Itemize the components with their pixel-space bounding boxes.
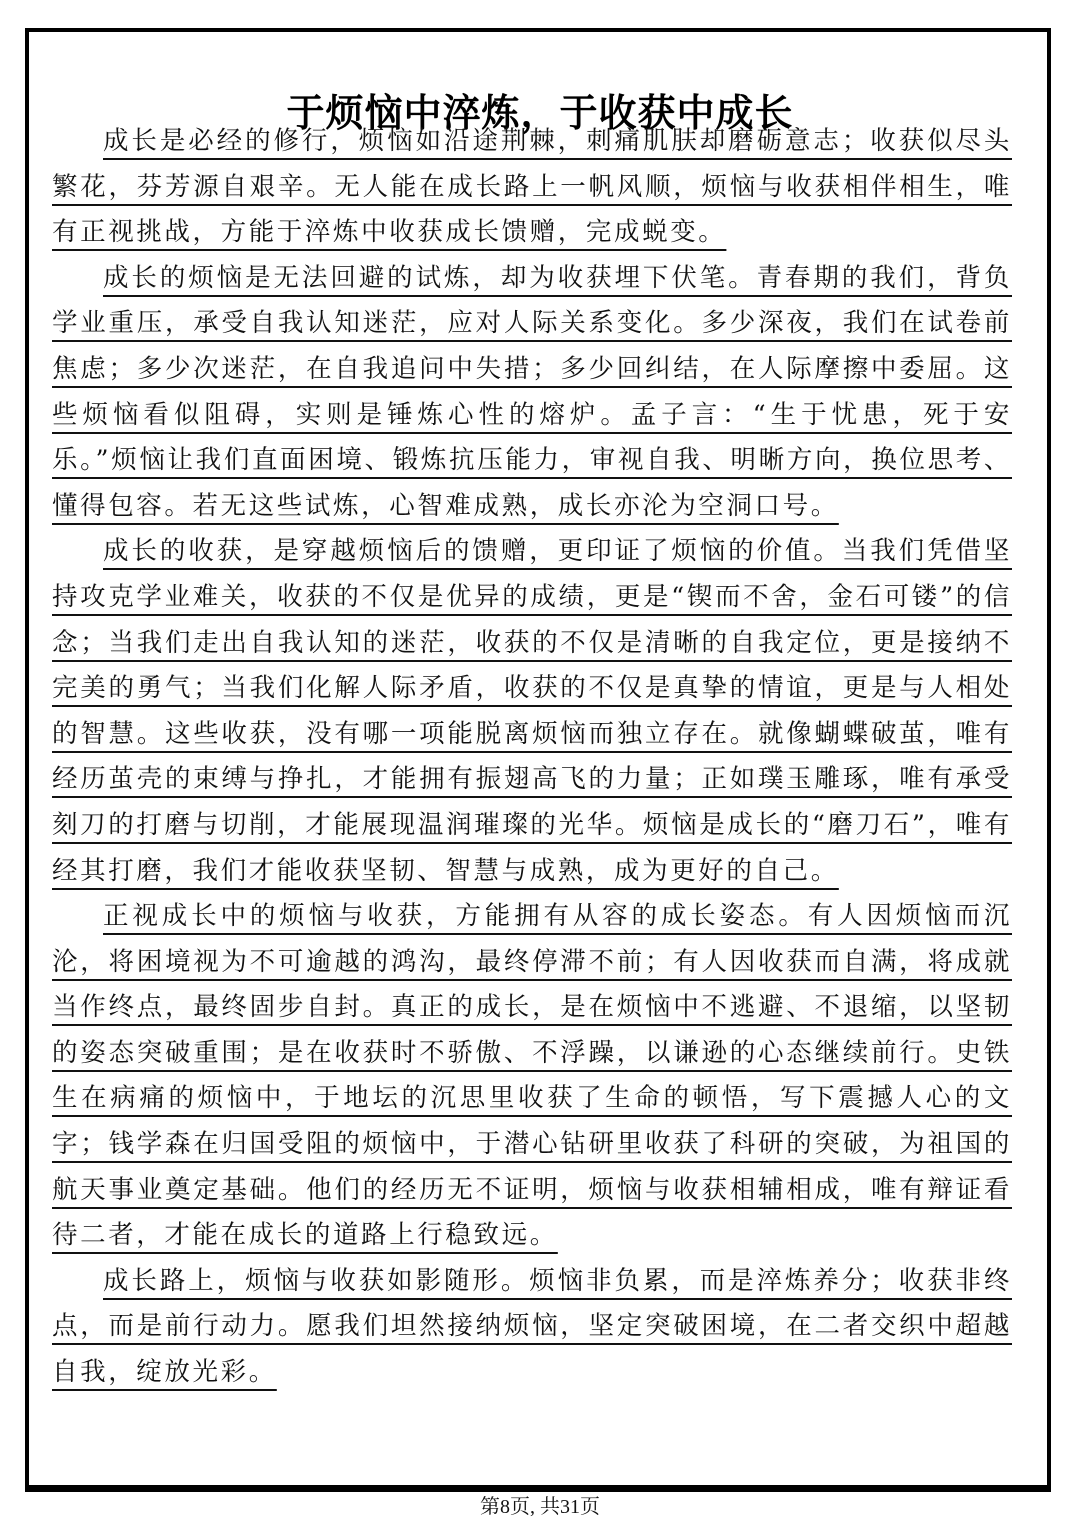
essay-title: 于烦恼中淬炼，于收获中成长 xyxy=(286,91,794,136)
paragraph-text: 正视成长中的烦恼与收获，方能拥有从容的成长姿态。有人因烦恼而沉沦，将困境视为不可逾越的鸿沟，最终停滞不前；有人因收获而自满，将成就当作终点，最终固步自封。真正的成长，是在烦恼中不逃避、不退缩，以坚韧的姿态突破重围；是在收获时不骄傲、不浮躁，以谦逊的心态继续前行。史铁生在病痛的烦恼中，于地坛的沉思里收获了生命的顿悟，写下震撼人心的文字；钱学森在归国受阻的烦恼中，于潜心钻研里收获了科研的突破，为祖国的航天事业奠定基础。他们的经历无不证明，烦恼与收获相辅相成，唯有辩证看待二者，才能在成长的道路上行稳致远。 xyxy=(52,901,1012,1251)
paragraph-4 xyxy=(52,894,1012,1259)
page-number: 第8页, 共31页 xyxy=(480,1496,600,1518)
essay-body xyxy=(52,119,1012,1396)
paragraph-2 xyxy=(52,256,1012,530)
paragraph-text: 成长是必经的修行，烦恼如沿途荆棘，刺痛肌肤却磨砺意志；收获似尽头繁花，芬芳源自艰辛。无人能在成长路上一帆风顺，烦恼与收获相伴相生，唯有正视挑战，方能于淬炼中收获成长馈赠，完成蜕变。 xyxy=(52,126,1012,248)
paragraph-3 xyxy=(52,529,1012,894)
paragraph-5 xyxy=(52,1259,1012,1396)
paragraph-text: 成长的收获，是穿越烦恼后的馈赠，更印证了烦恼的价值。当我们凭借坚持攻克学业难关，收获的不仅是优异的成绩，更是“锲而不舍，金石可镂”的信念；当我们走出自我认知的迷茫，收获的不仅是清晰的自我定位，更是接纳不完美的勇气；当我们化解人际矛盾，收获的不仅是真挚的情谊，更是与人相处的智慧。这些收获，没有哪一项能脱离烦恼而独立存在。就像蝴蝶破茧，唯有经历茧壳的束缚与挣扎，才能拥有振翅高飞的力量；正如璞玉雕琢，唯有承受刻刀的打磨与切削，才能展现温润璀璨的光华。烦恼是成长的“磨刀石”，唯有经其打磨，我们才能收获坚韧、智慧与成熟，成为更好的自己。 xyxy=(52,536,1012,886)
paragraph-text: 成长路上，烦恼与收获如影随形。烦恼非负累，而是淬炼养分；收获非终点，而是前行动力。愿我们坦然接纳烦恼，坚定突破困境，在二者交织中超越自我，绽放光彩。 xyxy=(52,1265,1012,1388)
paragraph-text: 成长的烦恼是无法回避的试炼，却为收获埋下伏笔。青春期的我们，背负学业重压，承受自我认知迷茫，应对人际关系变化。多少深夜，我们在试卷前焦虑；多少次迷茫，在自我追问中失措；多少回纠结，在人际摩擦中委屈。这些烦恼看似阻碍，实则是锤炼心性的熔炉。孟子言：“生于忧患，死于安乐。”烦恼让我们直面困境、锻炼抗压能力，审视自我、明晰方向，换位思考、懂得包容。若无这些试炼，心智难成熟，成长亦沦为空洞口号。 xyxy=(52,262,1012,521)
paragraph-1 xyxy=(52,119,1012,256)
